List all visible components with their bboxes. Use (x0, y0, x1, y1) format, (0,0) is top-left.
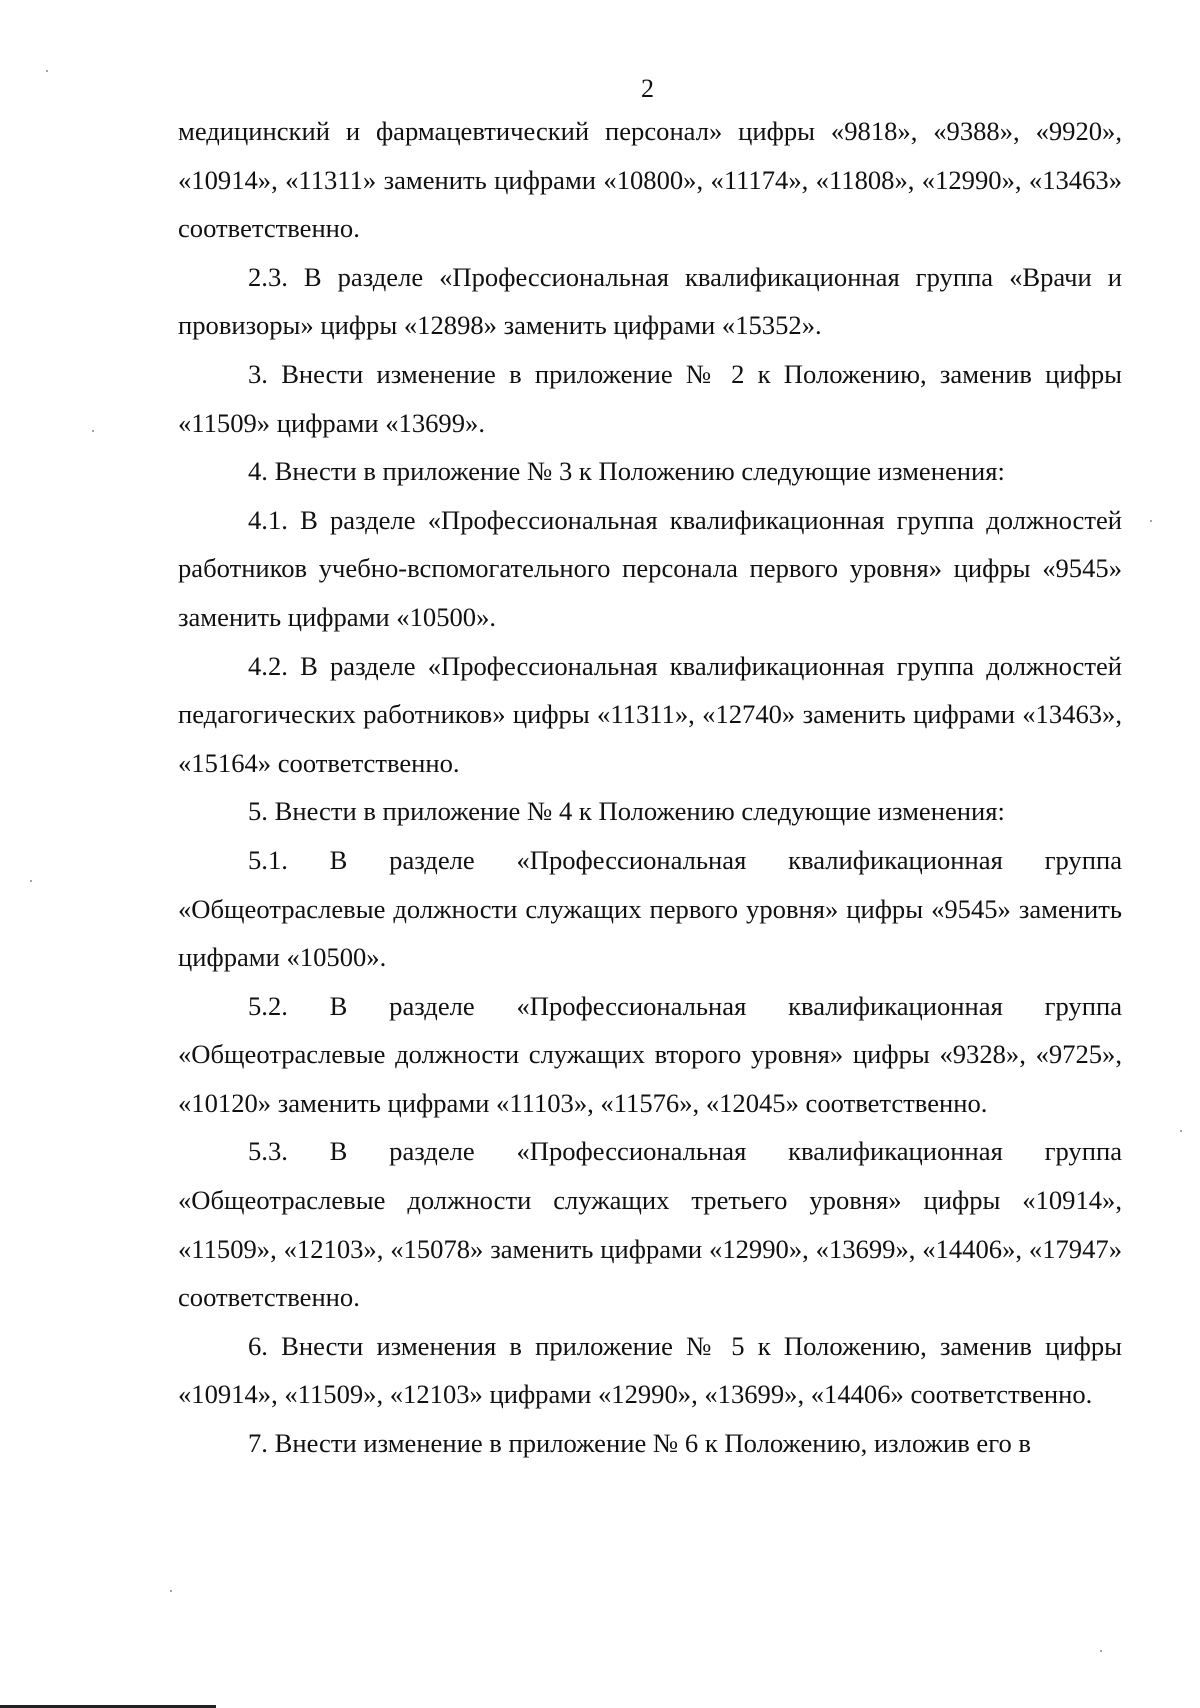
paragraph-item-4-1: 4.1. В разделе «Профессиональная квалификационная группа должностей работников учебно-вспомогательного персонала первого уровня» цифры «9545» заменить цифрами «10500». (178, 504, 1122, 632)
scan-speck (1180, 1130, 1182, 1132)
paragraph-item-5: 5. Внести в приложение № 4 к Положению следующие изменения: (248, 796, 1005, 827)
page-number: 2 (641, 74, 654, 103)
scan-speck (1100, 1650, 1102, 1652)
paragraph-item-4-2: 4.2. В разделе «Профессиональная квалификационная группа должностей педагогических работников» цифры «11311», «12740» заменить цифрами «13463», «15164» соответственно. (178, 650, 1122, 778)
scan-speck (1150, 520, 1152, 522)
document-body (178, 107, 1122, 1468)
paragraph-continuation: медицинский и фармацевтический персонал» цифры «9818», «9388», «9920», «10914», «11311» заменить цифрами «10800», «11174», «11808», «12990», «13463» соответственно. (178, 116, 1122, 244)
paragraph-item-7: 7. Внести изменение в приложение № 6 к Положению, изложив его в (248, 1428, 1031, 1459)
scan-speck (92, 430, 94, 432)
paragraph-item-5-2: 5.2. В разделе «Профессиональная квалификационная группа «Общеотраслевые должности служащих второго уровня» цифры «9328», «9725», «10120» заменить цифрами «11103», «11576», «12045» соответственно. (178, 990, 1122, 1118)
paragraph-item-2-3: 2.3. В разделе «Профессиональная квалификационная группа «Врачи и провизоры» цифры «12898» заменить цифрами «15352». (178, 261, 1122, 341)
scan-speck (46, 70, 48, 72)
scan-speck (170, 1590, 172, 1592)
paragraph-item-5-3: 5.3. В разделе «Профессиональная квалификационная группа «Общеотраслевые должности служащих третьего уровня» цифры «10914», «11509», «12103», «15078» заменить цифрами «12990», «13699», «14406», «17947» соответственно. (178, 1136, 1122, 1313)
paragraph-item-3: 3. Внести изменение в приложение № 2 к Положению, заменив цифры «11509» цифрами «13699». (178, 358, 1122, 438)
scan-speck (30, 880, 32, 882)
paragraph-item-4: 4. Внести в приложение № 3 к Положению следующие изменения: (248, 456, 1005, 487)
paragraph-item-5-1: 5.1. В разделе «Профессиональная квалификационная группа «Общеотраслевые должности служащих первого уровня» цифры «9545» заменить цифрами «10500». (178, 844, 1122, 973)
paragraph-item-6: 6. Внести изменения в приложение № 5 к Положению, заменив цифры «10914», «11509», «12103» цифрами «12990», «13699», «14406» соответственно. (178, 1330, 1122, 1410)
